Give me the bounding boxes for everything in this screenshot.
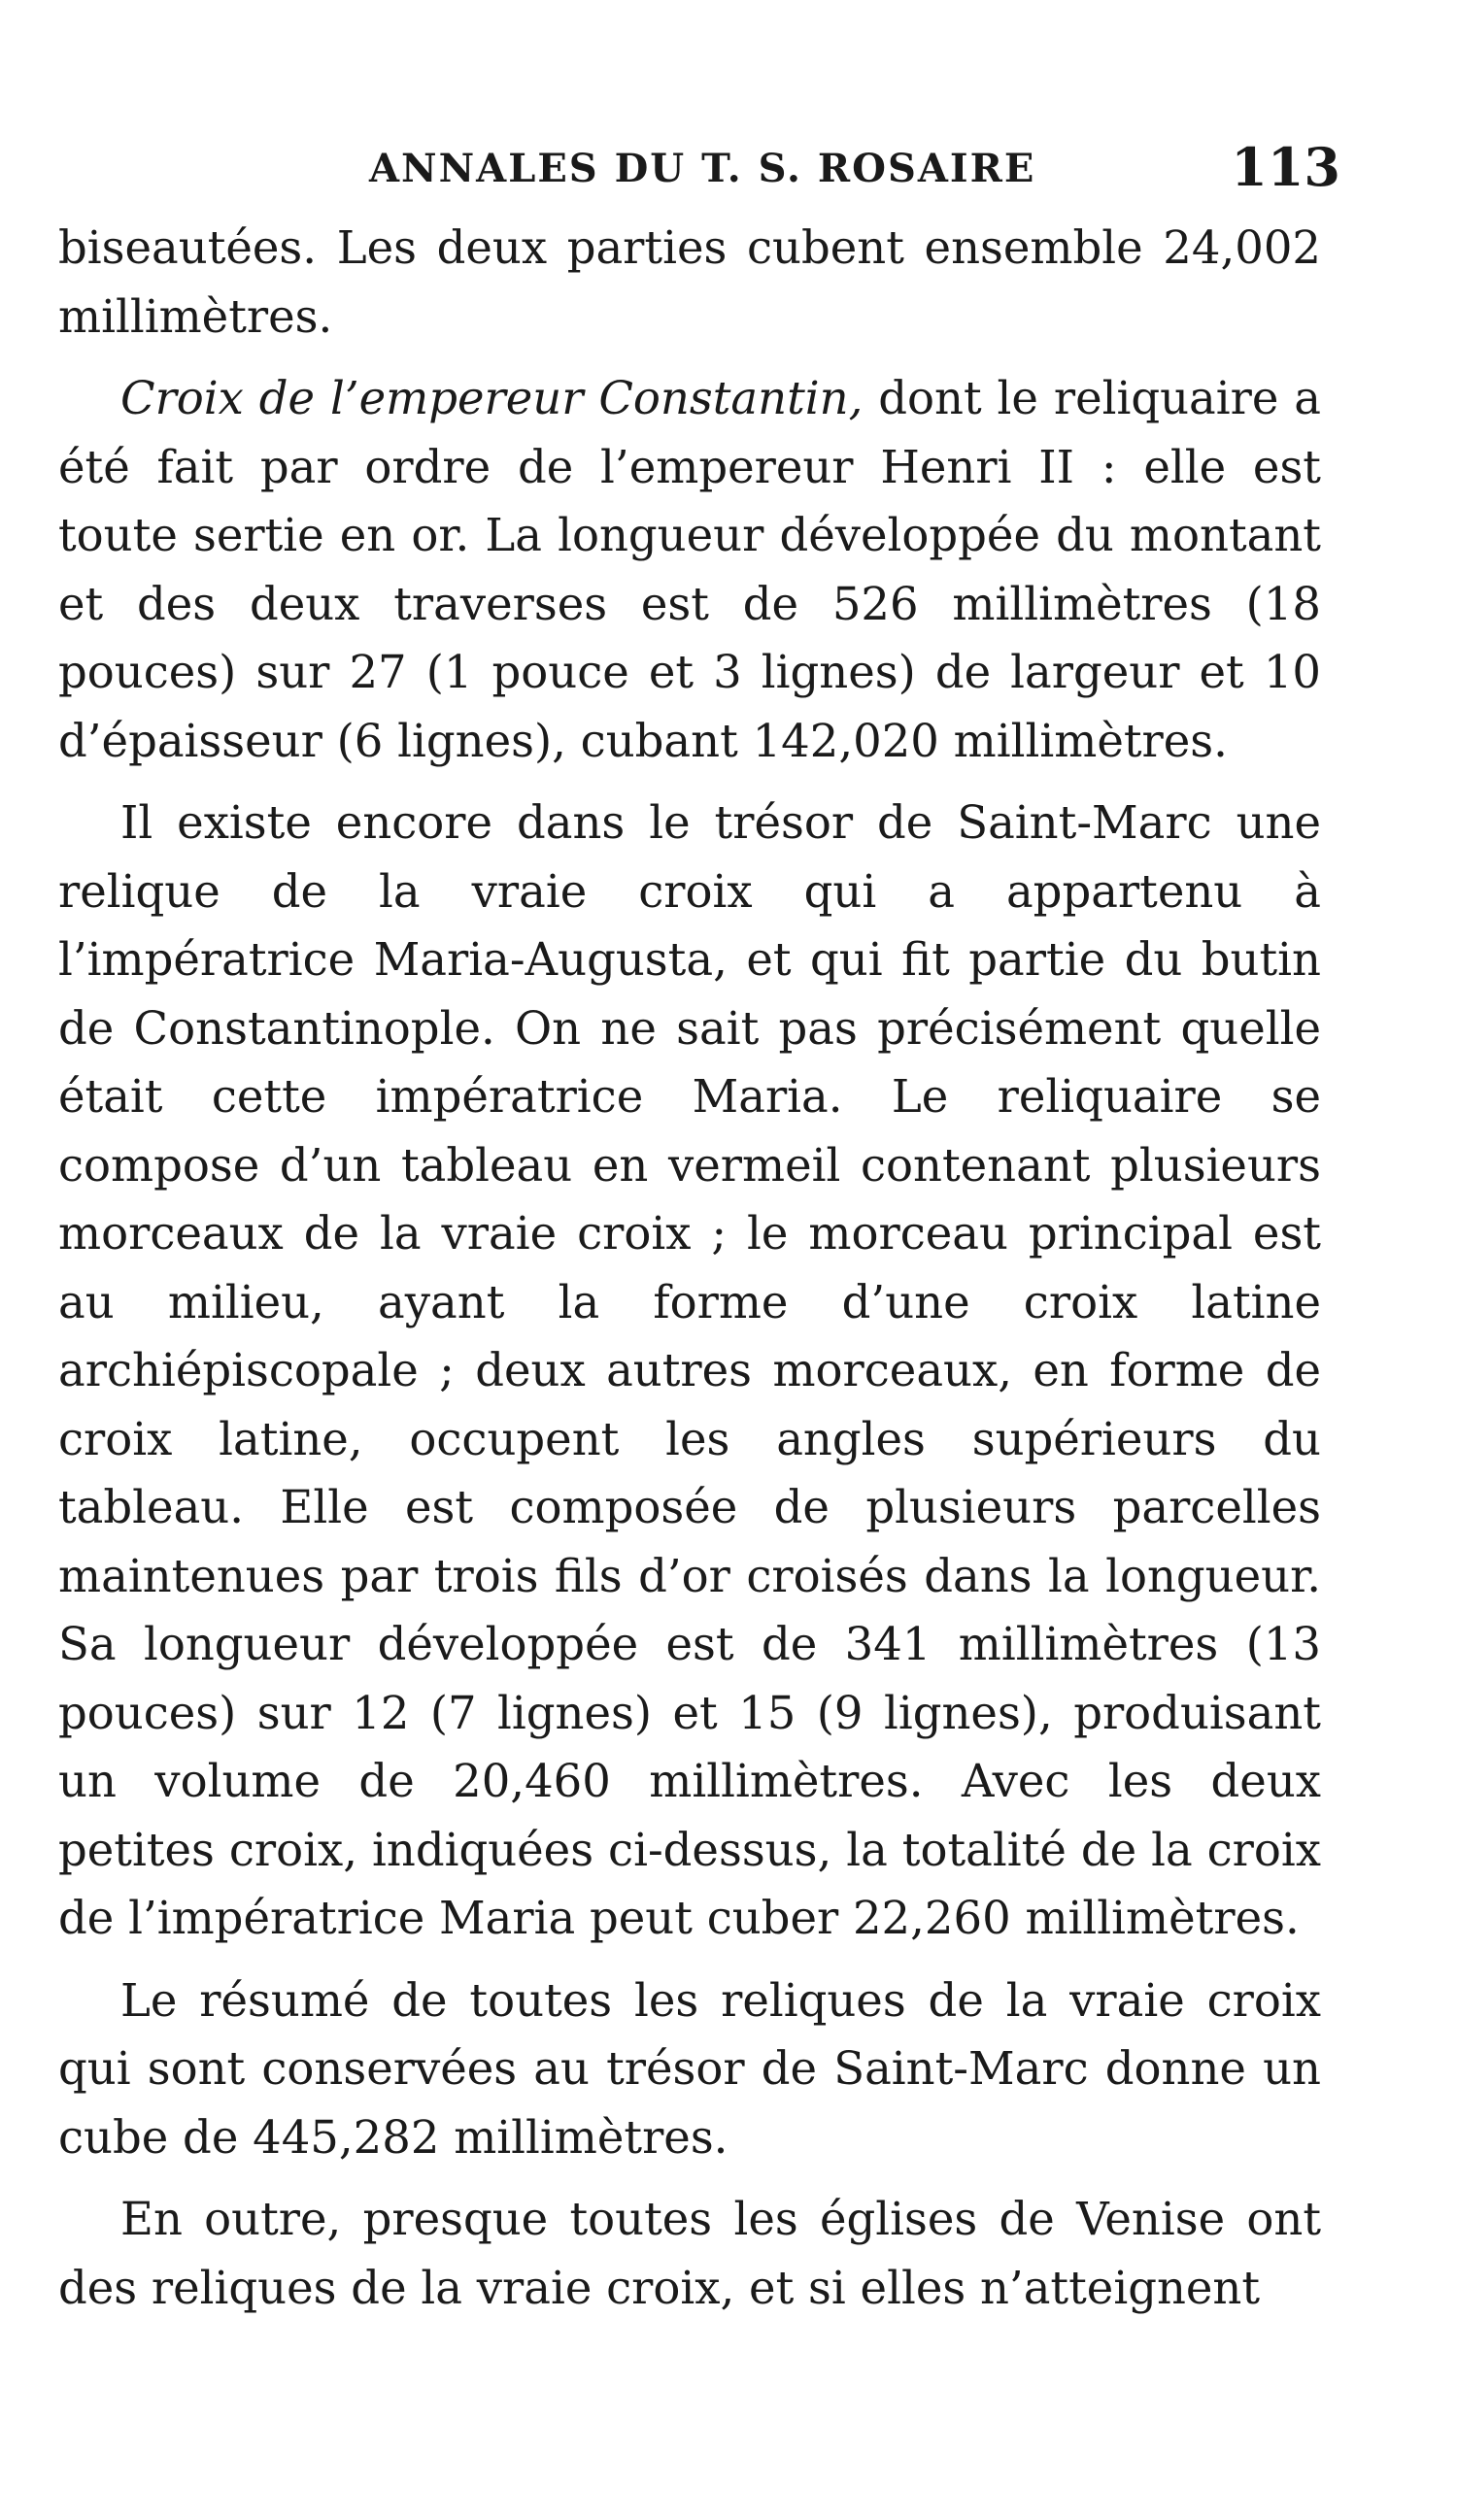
- paragraph-1: biseautées. Les deux parties cubent ensemble 24,002 millimètres.: [58, 221, 1321, 343]
- body-text: [58, 214, 1321, 2322]
- page-number: 113: [1231, 136, 1340, 198]
- book-page: [58, 117, 1340, 2335]
- running-head: [58, 117, 1340, 214]
- paragraph-4: Le résumé de toutes les reliques de la vraie croix qui sont conservées au trésor de Saint-Marc donne un cube de 445,282 millimètres.: [58, 1973, 1321, 2164]
- paragraph-5: En outre, presque toutes les églises de Venise ont des reliques de la vraie croix, et si elles n’atteignent: [58, 2193, 1321, 2314]
- paragraph-2: [58, 364, 1321, 775]
- paragraph-2-title: Croix de l’empereur Constantin,: [120, 372, 864, 424]
- paragraph-2-text: dont le reliquaire a été fait par ordre de l’empereur Henri II : elle est toute sertie en or. La longueur développée du montant et des deux traverses est de 526 millimètres (18 pouces) sur 27 (1 pouce et 3 lignes) de largeur et 10 d’épaisseur (6 lignes), cubant 142,020 millimètres.: [58, 372, 1322, 767]
- paragraph-3: Il existe encore dans le trésor de Saint-Marc une relique de la vraie croix qui a appartenu à l’impératrice Maria-Augusta, et qui fit partie du butin de Constantinople. On ne sait pas précisément quelle était cette impératrice Maria. Le reliquaire se compose d’un tableau en vermeil contenant plusieurs morceaux de la vraie croix ; le morceau principal est au milieu, ayant la forme d’une croix latine archiépiscopale ; deux autres morceaux, en forme de croix latine, occupent les angles supérieurs du tableau. Elle est composée de plusieurs parcelles maintenues par trois fils d’or croisés dans la longueur. Sa longueur développée est de 341 millimètres (13 pouces) sur 12 (7 lignes) et 15 (9 lignes), produisant un volume de 20,460 millimètres. Avec les deux petites croix, indiquées ci-dessus, la totalité de la croix de l’impératrice Maria peut cuber 22,260 millimètres.: [58, 796, 1321, 1944]
- running-title: ANNALES DU T. S. ROSAIRE: [369, 146, 1036, 191]
